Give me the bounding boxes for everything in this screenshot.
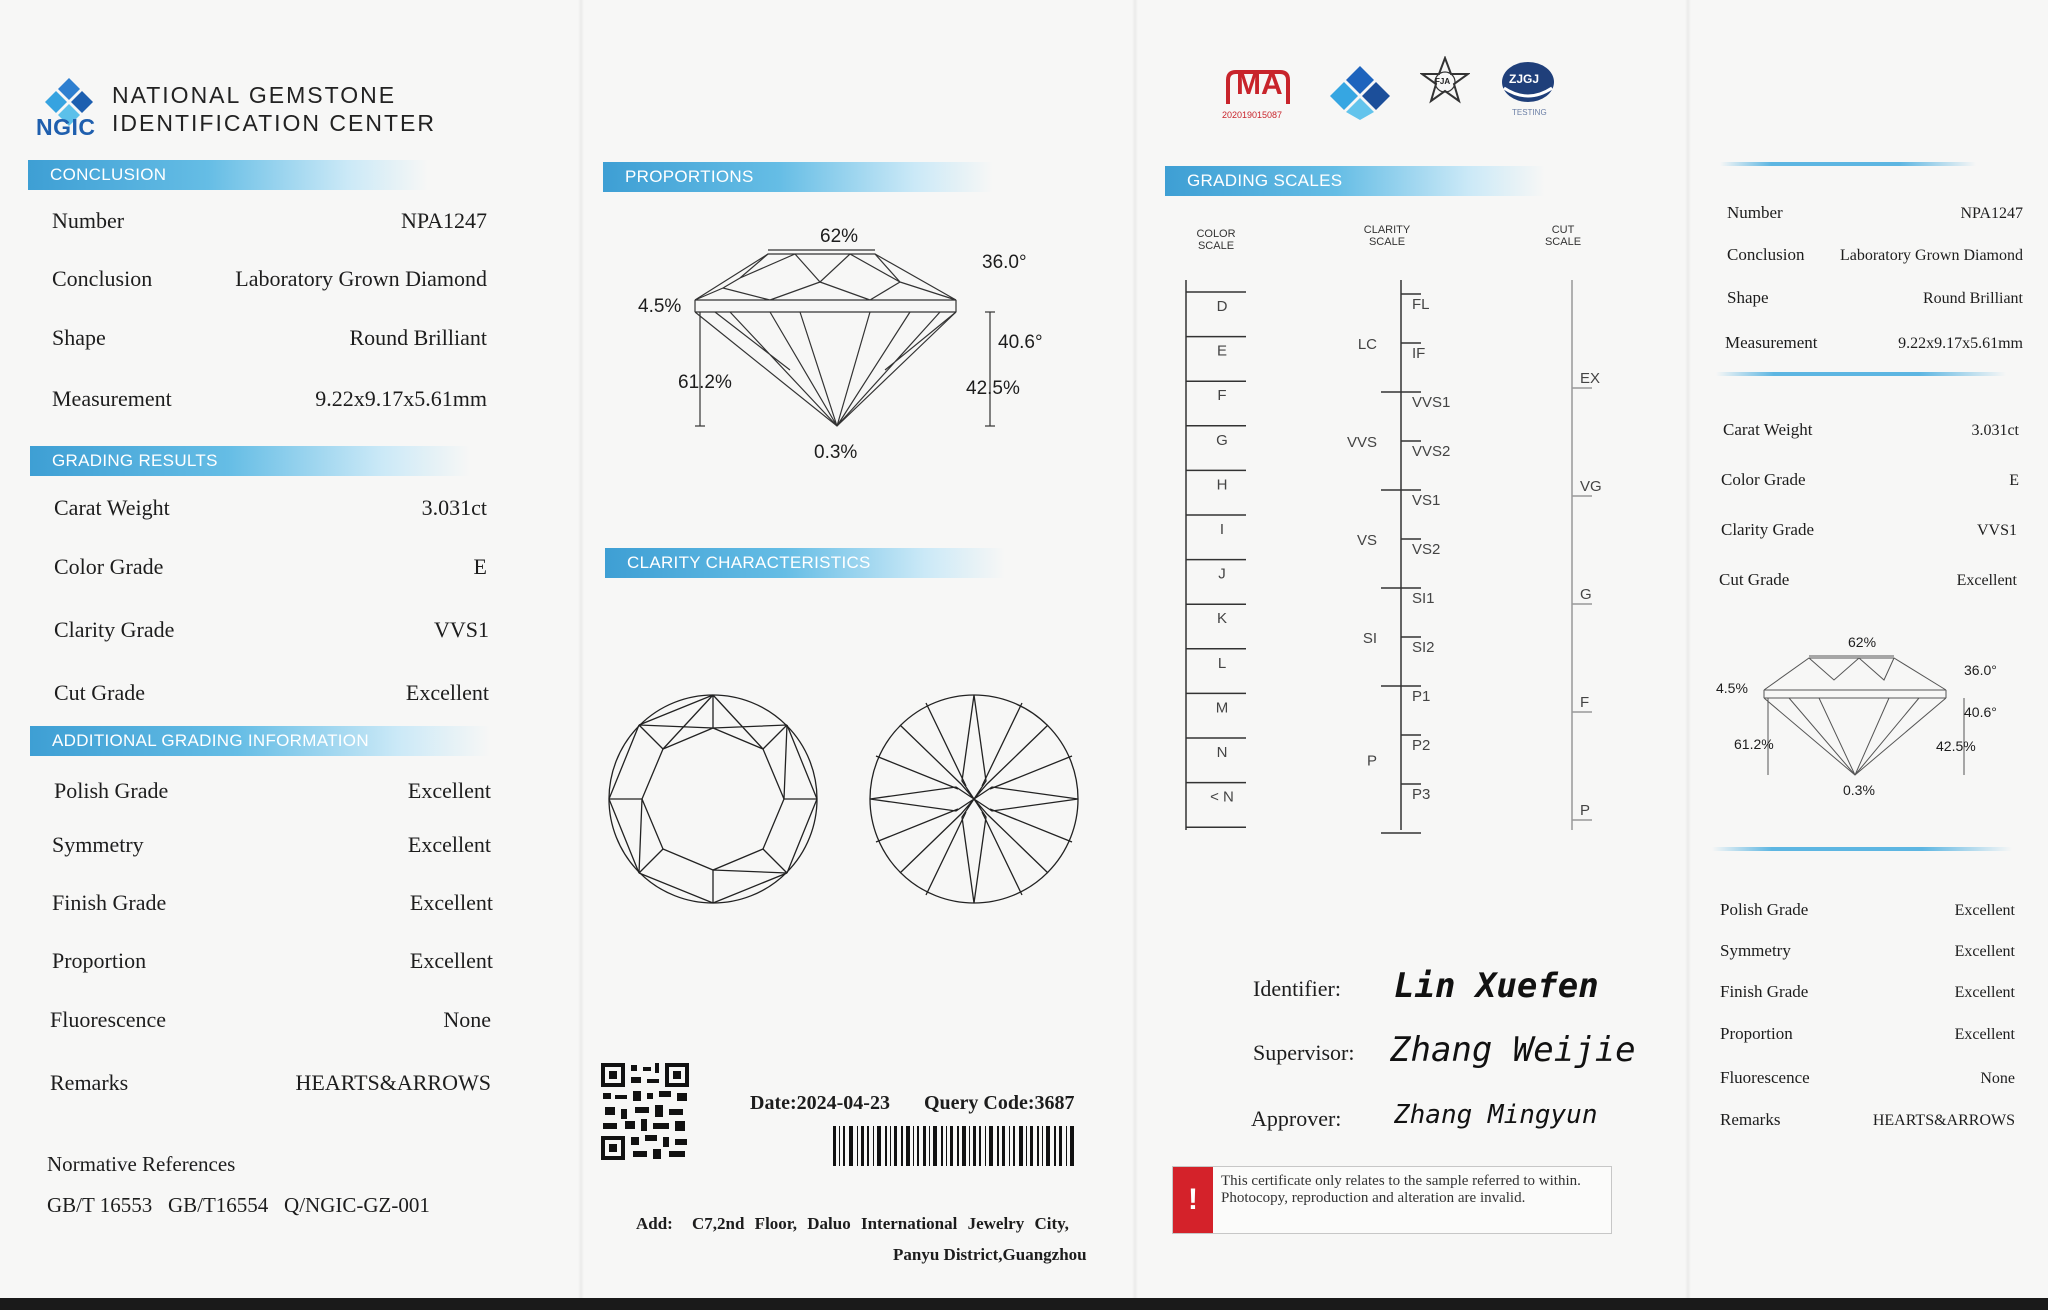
clarity-pavilion-plot xyxy=(866,686,1082,912)
clarity-grade-label: VS1 xyxy=(1412,492,1441,509)
clarity-group-label: VVS xyxy=(1346,434,1377,451)
clarity-grade-label: P2 xyxy=(1412,737,1431,754)
summary-row-finish xyxy=(1720,982,2015,1002)
summary-row-polish xyxy=(1720,900,2015,920)
color-grade-label: J xyxy=(1218,565,1226,583)
color-scale-title-line1: COLOR xyxy=(1196,228,1236,240)
ngic-small-logo xyxy=(1330,62,1390,122)
row-label: Cut Grade xyxy=(1719,570,1790,589)
color-grade-label: D xyxy=(1216,298,1228,315)
org-name-line2: IDENTIFICATION CENTER xyxy=(112,110,436,136)
total-depth: 61.2% xyxy=(678,372,732,393)
grading-scales-chart xyxy=(1170,270,1620,840)
summary-row-fluorescence xyxy=(1720,1068,2015,1088)
color-grade-label: < N xyxy=(1210,788,1234,806)
row-value: VVS1 xyxy=(1976,522,2017,539)
row-value: 3.031ct xyxy=(1971,422,2019,439)
ngic-diamond-icon xyxy=(1330,62,1390,122)
additional-row-proportion xyxy=(52,948,493,974)
row-label: Clarity Grade xyxy=(1721,520,1814,539)
zjgj-text: ZJGJ xyxy=(1509,72,1540,86)
culet-size: 0.3% xyxy=(814,442,858,463)
summary-row-conclusion xyxy=(1727,245,2023,265)
grading-row-cut xyxy=(54,680,489,706)
clarity-grade-label: VVS2 xyxy=(1412,443,1451,460)
clarity-grade-label: SI2 xyxy=(1412,639,1435,656)
additional-row-finish xyxy=(52,890,493,916)
row-label: Finish Grade xyxy=(52,890,167,915)
row-label: Symmetry xyxy=(52,832,144,857)
summary-row-number xyxy=(1727,203,2023,223)
summary-row-measurement xyxy=(1725,333,2023,353)
row-value: Laboratory Grown Diamond xyxy=(1839,247,2023,264)
color-grade-label: H xyxy=(1216,476,1228,494)
color-grade-label: I xyxy=(1219,521,1225,538)
row-value: NPA1247 xyxy=(1960,205,2023,222)
clarity-grade-label: P3 xyxy=(1412,786,1431,803)
conclusion-row-measurement xyxy=(52,386,487,412)
grading-row-color xyxy=(54,554,487,580)
approver-label: Approver: xyxy=(1251,1106,1342,1131)
row-label: Cut Grade xyxy=(54,680,146,705)
row-value: Excellent xyxy=(407,832,491,857)
color-grade-label: M xyxy=(1215,699,1229,717)
row-value: Round Brilliant xyxy=(349,325,487,350)
summary-pavilion-angle: 40.6° xyxy=(1964,704,1997,720)
row-value: Round Brilliant xyxy=(1923,290,2023,307)
conclusion-row-conclusion xyxy=(52,266,487,292)
cut-grade-label: P xyxy=(1580,802,1591,819)
row-value: Excellent xyxy=(1954,1026,2015,1043)
color-grade-label: G xyxy=(1216,431,1228,449)
row-value: 9.22x9.17x5.61mm xyxy=(315,386,487,411)
cut-scale-title-line1: CUT xyxy=(1551,224,1575,236)
approver-signature: Zhang Mingyun xyxy=(1394,1100,1598,1130)
row-value: VVS1 xyxy=(433,617,489,642)
clarity-grade-label: SI1 xyxy=(1412,590,1435,607)
cut-grade-label: VG xyxy=(1580,478,1602,495)
clarity-group-label: VS xyxy=(1356,532,1377,549)
ngic-logo-text: NGIC xyxy=(36,114,96,140)
color-grade-label: N xyxy=(1216,744,1228,761)
zjgj-subtext: TESTING xyxy=(1512,108,1547,117)
qr-code[interactable] xyxy=(601,1063,689,1160)
row-label: Shape xyxy=(52,325,106,350)
clarity-grade-label: FL xyxy=(1412,296,1430,313)
color-grade-label: L xyxy=(1217,654,1227,672)
summary-row-remarks xyxy=(1720,1110,2015,1130)
row-label: Remarks xyxy=(1720,1110,1781,1129)
conclusion-row-number xyxy=(52,208,487,234)
row-label: Remarks xyxy=(50,1070,129,1095)
row-label: Number xyxy=(1727,203,1783,222)
row-label: Fluorescence xyxy=(1720,1068,1810,1087)
fja-mark xyxy=(1420,56,1470,112)
clarity-grade-label: P1 xyxy=(1412,688,1431,705)
color-scale-title-line2: SCALE xyxy=(1197,240,1235,252)
additional-row-symmetry xyxy=(52,832,491,858)
zjgj-mark xyxy=(1500,60,1560,122)
row-value: Laboratory Grown Diamond xyxy=(235,266,487,291)
clarity-group-label: LC xyxy=(1357,336,1377,353)
clarity-group-label: P xyxy=(1366,752,1377,770)
row-value: Excellent xyxy=(1956,572,2017,589)
additional-info-banner: ADDITIONAL GRADING INFORMATION xyxy=(30,726,490,756)
row-label: Measurement xyxy=(1725,333,1818,352)
issue-date: Date:2024-04-23 xyxy=(750,1092,890,1114)
conclusion-banner: CONCLUSION xyxy=(28,160,428,190)
row-value: Excellent xyxy=(1954,943,2015,960)
clarity-crown-plot xyxy=(606,686,821,912)
row-label: Shape xyxy=(1727,288,1769,307)
summary-top-rule xyxy=(1720,162,1976,166)
row-value: Excellent xyxy=(407,778,491,803)
summary-bottom-rule xyxy=(1712,847,2012,851)
summary-row-cut xyxy=(1719,570,2017,590)
pavilion-view-icon xyxy=(866,686,1082,912)
disclaimer-box xyxy=(1172,1166,1612,1234)
row-value: 9.22x9.17x5.61mm xyxy=(1898,335,2023,352)
barcode[interactable] xyxy=(833,1126,1077,1170)
clarity-grade-label: VVS1 xyxy=(1412,394,1451,411)
clarity-grade-label: IF xyxy=(1412,345,1426,362)
references-list: GB/T 16553 GB/T16554 Q/NGIC-GZ-001 xyxy=(47,1193,430,1217)
color-grade-label: E xyxy=(1216,342,1228,360)
row-label: Finish Grade xyxy=(1720,982,1809,1001)
row-label: Measurement xyxy=(52,386,172,411)
qr-code-icon xyxy=(601,1063,689,1160)
clarity-scale-title-line2: SCALE xyxy=(1368,236,1406,248)
row-value: NPA1247 xyxy=(401,208,487,233)
row-value: Excellent xyxy=(409,948,493,973)
additional-row-remarks xyxy=(50,1070,491,1096)
summary-row-carat xyxy=(1723,420,2019,440)
row-value: HEARTS&ARROWS xyxy=(295,1070,491,1095)
summary-row-symmetry xyxy=(1720,941,2015,961)
address-line1: C7,2nd Floor, Daluo International Jewelry City, xyxy=(692,1214,1069,1233)
warning-icon: ! xyxy=(1173,1167,1213,1233)
row-value: None xyxy=(1980,1070,2015,1087)
summary-total-depth: 61.2% xyxy=(1734,736,1774,752)
row-label: Clarity Grade xyxy=(54,617,175,642)
additional-row-polish xyxy=(54,778,491,804)
fja-text: FJA xyxy=(1435,77,1451,86)
summary-crown-angle: 36.0° xyxy=(1964,662,1997,678)
additional-row-fluorescence xyxy=(50,1007,491,1033)
summary-row-proportion xyxy=(1720,1024,2015,1044)
row-label: Proportion xyxy=(1720,1024,1793,1043)
clarity-scale-title xyxy=(1360,224,1414,248)
clarity-group-label: SI xyxy=(1362,630,1377,647)
row-label: Color Grade xyxy=(1721,470,1806,489)
conclusion-row-shape xyxy=(52,325,487,351)
row-label: Symmetry xyxy=(1720,941,1791,960)
girdle-pct: 4.5% xyxy=(638,296,682,317)
grading-row-clarity xyxy=(54,617,489,643)
color-grade-label: F xyxy=(1217,387,1227,405)
clarity-grade-label: VS2 xyxy=(1412,541,1441,558)
summary-girdle-pct: 4.5% xyxy=(1716,680,1748,696)
summary-row-color xyxy=(1721,470,2019,490)
cma-mark xyxy=(1222,66,1294,126)
cut-grade-label: F xyxy=(1580,694,1590,711)
row-label: Number xyxy=(52,208,125,233)
cma-text: MA xyxy=(1236,68,1283,101)
identifier-signature: Lin Xuefen xyxy=(1394,966,1599,1006)
row-label: Proportion xyxy=(52,948,147,973)
grading-row-carat xyxy=(54,495,487,521)
table-pct: 62% xyxy=(820,226,859,247)
crown-view-icon xyxy=(606,686,821,912)
row-label: Color Grade xyxy=(54,554,164,579)
cma-number: 202019015087 xyxy=(1222,110,1283,120)
org-name-line1: NATIONAL GEMSTONE xyxy=(112,82,397,108)
pavilion-angle: 40.6° xyxy=(998,332,1043,353)
row-value: 3.031ct xyxy=(421,495,487,520)
row-value: Excellent xyxy=(405,680,489,705)
clarity-scale-title-line1: CLARITY xyxy=(1363,224,1411,236)
row-label: Conclusion xyxy=(52,266,153,291)
summary-row-shape xyxy=(1727,288,2023,308)
row-value: Excellent xyxy=(1954,902,2015,919)
cut-scale-title xyxy=(1543,224,1583,248)
row-label: Polish Grade xyxy=(54,778,169,803)
grading-scales-banner: GRADING SCALES xyxy=(1165,166,1545,196)
color-scale-title xyxy=(1195,228,1237,252)
grading-results-banner: GRADING RESULTS xyxy=(30,446,470,476)
row-label: Carat Weight xyxy=(54,495,170,520)
summary-row-clarity xyxy=(1721,520,2017,540)
cut-scale-title-line2: SCALE xyxy=(1544,236,1582,248)
address-label: Add: xyxy=(636,1214,673,1233)
color-grade-label: K xyxy=(1216,610,1228,628)
row-value: E xyxy=(473,554,487,579)
row-label: Polish Grade xyxy=(1720,900,1809,919)
supervisor-label: Supervisor: xyxy=(1253,1040,1355,1065)
pavilion-depth: 42.5% xyxy=(966,378,1020,399)
row-label: Carat Weight xyxy=(1723,420,1813,439)
row-value: E xyxy=(2009,472,2019,489)
proportions-diagram xyxy=(620,220,1060,470)
clarity-banner: CLARITY CHARACTERISTICS xyxy=(605,548,1005,578)
row-label: Fluorescence xyxy=(50,1007,167,1032)
summary-middle-rule xyxy=(1716,372,2006,376)
identifier-label: Identifier: xyxy=(1253,976,1341,1001)
row-label: Conclusion xyxy=(1727,245,1805,264)
references-title: Normative References xyxy=(47,1152,236,1176)
summary-pavilion-depth: 42.5% xyxy=(1936,738,1976,754)
row-value: HEARTS&ARROWS xyxy=(1872,1112,2015,1129)
row-value: Excellent xyxy=(1954,984,2015,1001)
summary-table-pct: 62% xyxy=(1848,634,1877,650)
cut-grade-label: EX xyxy=(1580,370,1601,387)
row-value: None xyxy=(443,1007,491,1032)
supervisor-signature: Zhang Weijie xyxy=(1390,1030,1636,1070)
disclaimer-text: This certificate only relates to the sample referred to within. Photocopy, reproduction and alteration are invalid. xyxy=(1221,1173,1581,1206)
query-code: Query Code:3687 xyxy=(924,1092,1075,1114)
summary-proportions-diagram xyxy=(1714,630,2014,800)
proportions-banner: PROPORTIONS xyxy=(603,162,993,192)
row-value: Excellent xyxy=(409,890,493,915)
crown-angle: 36.0° xyxy=(982,252,1027,273)
summary-culet-size: 0.3% xyxy=(1843,782,1875,798)
barcode-icon xyxy=(833,1126,1077,1170)
cut-grade-label: G xyxy=(1580,586,1592,603)
address-line2: Panyu District,Guangzhou xyxy=(893,1245,1087,1264)
